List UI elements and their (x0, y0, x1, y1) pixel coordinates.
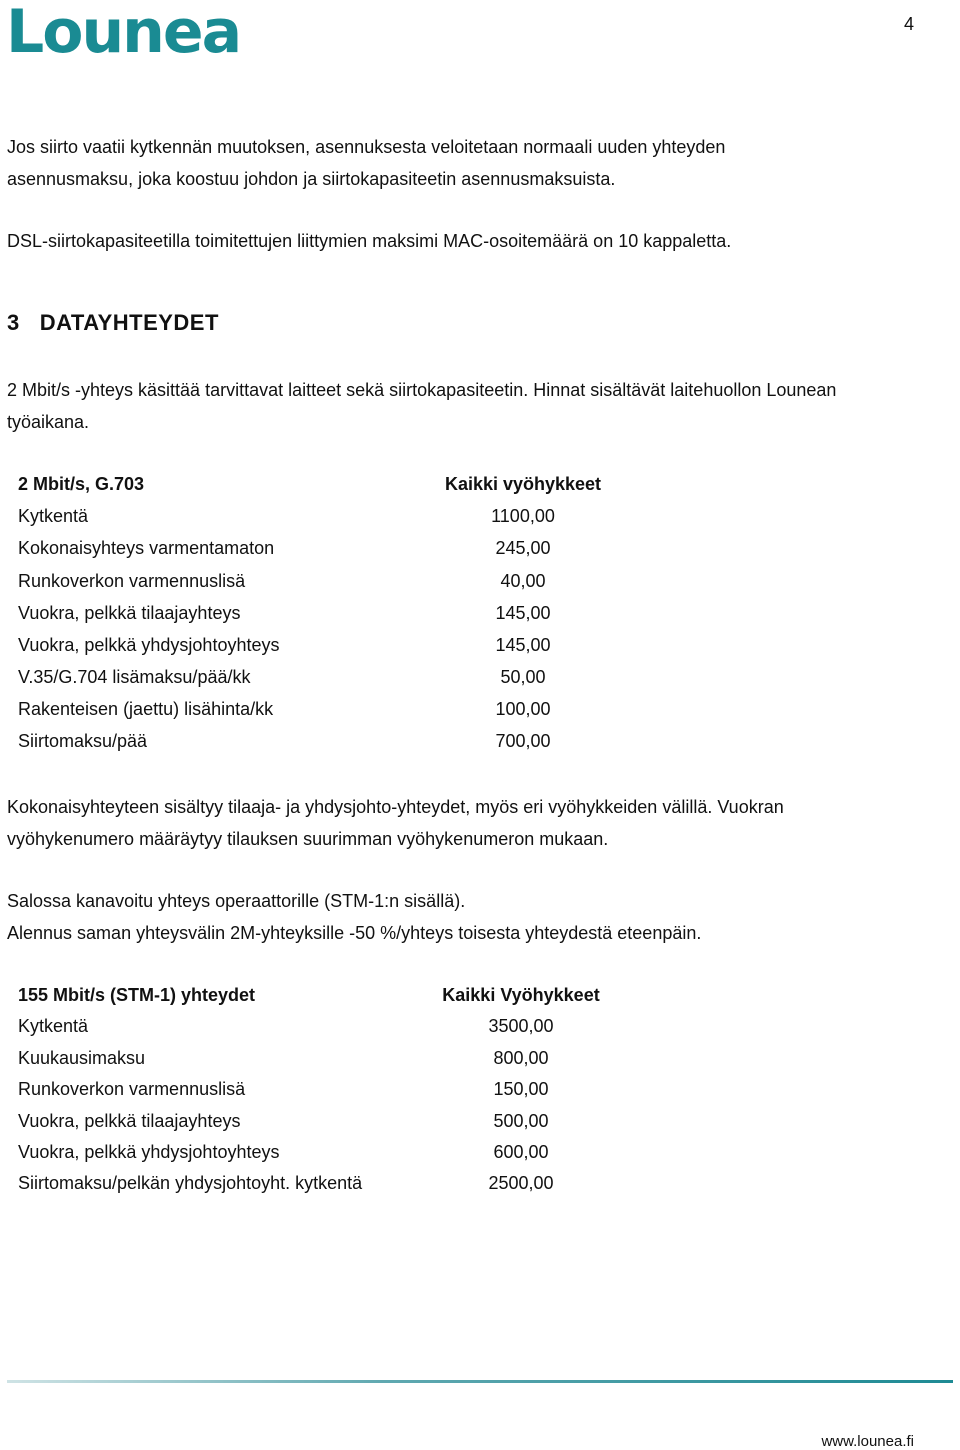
row-value: 145,00 (495, 635, 551, 655)
intro-paragraph (7, 131, 725, 195)
row-label: Vuokra, pelkkä yhdysjohtoyhteys (18, 1141, 280, 1162)
table-header-label: 2 Mbit/s, G.703 (18, 474, 145, 494)
zone-note-line-2: vyöhykenumero määräytyy tilauksen suurimman vyöhykenumeron mukaan. (7, 829, 609, 849)
row-value: 145,00 (495, 603, 551, 623)
row-label: Kuukausimaksu (18, 1047, 146, 1068)
salo-note-line-2: Alennus saman yhteysvälin 2M-yhteyksille -50 %/yhteys toisesta yhteydestä eteenpäin. (7, 923, 702, 943)
table-header-value: Kaikki Vyöhykkeet (442, 985, 600, 1005)
table-header-label: 155 Mbit/s (STM-1) yhteydet (18, 985, 256, 1005)
row-value: 800,00 (493, 1047, 549, 1068)
zone-note (7, 791, 784, 855)
row-value: 2500,00 (488, 1173, 554, 1194)
lounea-logo: Lounea (6, 0, 241, 67)
row-label: Vuokra, pelkkä yhdysjohtoyhteys (18, 635, 280, 655)
row-label: V.35/G.704 lisämaksu/pää/kk (18, 667, 251, 687)
row-value: 100,00 (495, 699, 551, 719)
row-label: Runkoverkon varmennuslisä (18, 571, 246, 591)
footer-divider (7, 1380, 953, 1383)
section-number: 3 (7, 310, 20, 335)
section-desc-line-2: työaikana. (7, 412, 90, 432)
intro-line-1: Jos siirto vaatii kytkennän muutoksen, asennuksesta veloitetaan normaali uuden yhteyden (7, 137, 726, 157)
section-description (7, 374, 836, 438)
row-value: 500,00 (493, 1110, 549, 1131)
row-value: 150,00 (493, 1079, 549, 1100)
row-label: Kytkentä (18, 506, 89, 526)
row-label: Rakenteisen (jaettu) lisähinta/kk (18, 699, 274, 719)
row-label: Runkoverkon varmennuslisä (18, 1079, 246, 1100)
zone-note-line-1: Kokonaisyhteyteen sisältyy tilaaja- ja yhdysjohto-yhteydet, myös eri vyöhykkeiden välillä. Vuokran (7, 797, 784, 817)
section-heading (7, 310, 219, 336)
row-value: 600,00 (493, 1141, 549, 1162)
salo-note (7, 885, 701, 949)
row-value: 50,00 (500, 667, 546, 687)
footer-website-link[interactable]: www.lounea.fi (821, 1433, 914, 1450)
row-label: Siirtomaksu/pää (18, 731, 148, 751)
row-value: 40,00 (500, 571, 546, 591)
row-label: Vuokra, pelkkä tilaajayhteys (18, 603, 241, 623)
intro-line-2: asennusmaksu, joka koostuu johdon ja siirtokapasiteetin asennusmaksuista. (7, 169, 616, 189)
page-number: 4 (903, 14, 914, 34)
row-label: Siirtomaksu/pelkän yhdysjohtoyht. kytkentä (18, 1173, 363, 1194)
row-label: Kokonaisyhteys varmentamaton (18, 538, 275, 558)
row-value: 3500,00 (488, 1016, 554, 1037)
mac-limit-paragraph: DSL-siirtokapasiteetilla toimitettujen liittymien maksimi MAC-osoitemäärä on 10 kappaletta. (7, 231, 732, 251)
row-label: Kytkentä (18, 1016, 89, 1037)
row-value: 1100,00 (491, 506, 555, 526)
row-value: 245,00 (495, 538, 551, 558)
row-value: 700,00 (495, 731, 551, 751)
section-desc-line-1: 2 Mbit/s -yhteys käsittää tarvittavat laitteet sekä siirtokapasiteetin. Hinnat sisältävät laitehuollon Lounean (7, 380, 837, 400)
row-label: Vuokra, pelkkä tilaajayhteys (18, 1110, 241, 1131)
table-header-value: Kaikki vyöhykkeet (444, 474, 602, 494)
salo-note-line-1: Salossa kanavoitu yhteys operaattorille (STM-1:n sisällä). (7, 891, 466, 911)
section-title: DATAYHTEYDET (39, 310, 219, 335)
